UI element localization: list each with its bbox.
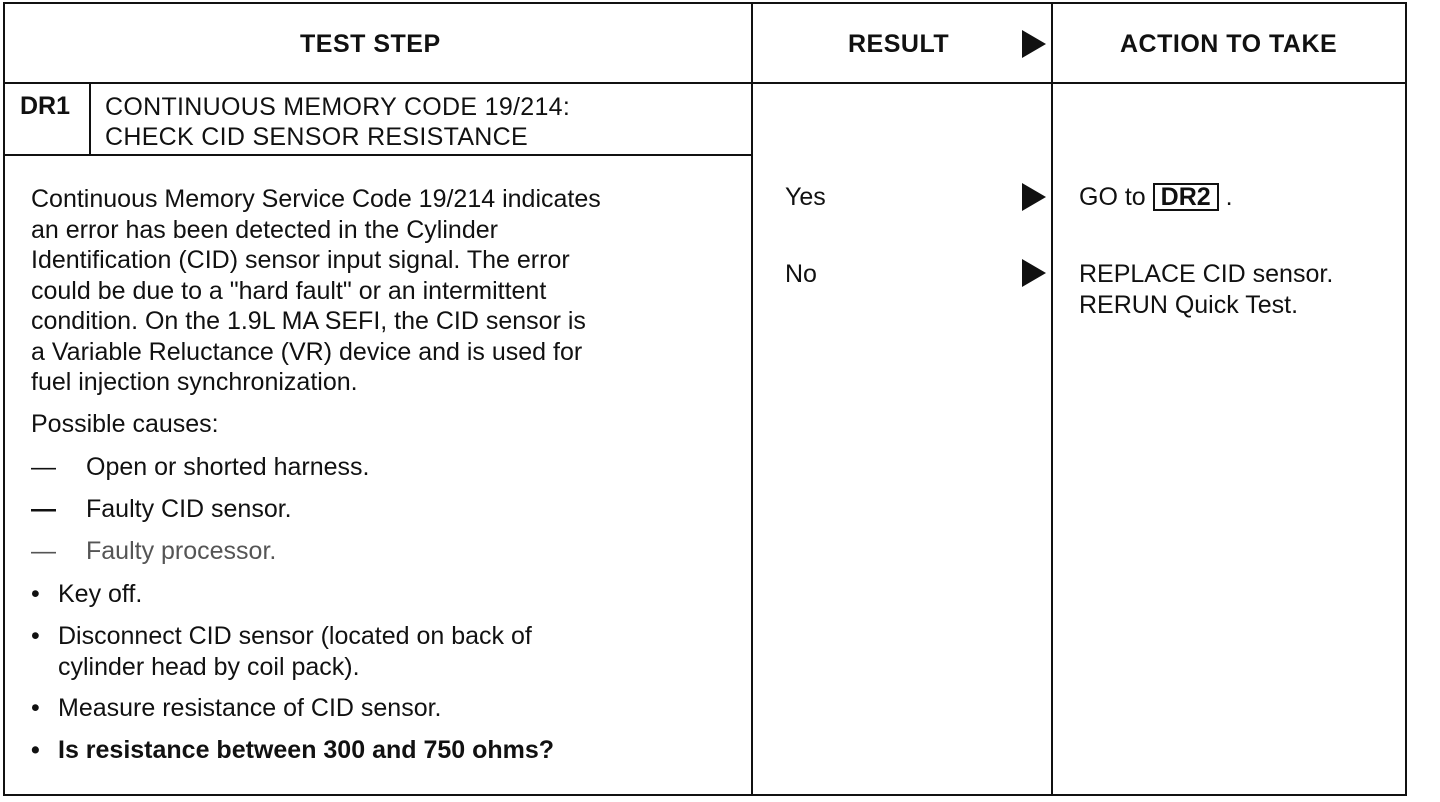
header-divider xyxy=(3,82,1407,84)
result-yes-arrow-icon xyxy=(1022,183,1046,211)
action-no-line-1: REPLACE CID sensor. xyxy=(1079,260,1334,288)
action-yes-prefix: GO to xyxy=(1079,183,1146,211)
description-line: fuel injection synchronization. xyxy=(31,368,358,396)
causes-label: Possible causes: xyxy=(31,410,219,438)
step-id: DR1 xyxy=(20,92,71,120)
step-key-off: Key off. xyxy=(58,580,143,608)
bullet: • xyxy=(31,580,40,608)
step-disconnect xyxy=(58,621,532,682)
step-question: Is resistance between 300 and 750 ohms? xyxy=(58,736,555,764)
action-yes-suffix: . xyxy=(1225,183,1233,211)
col-divider-2 xyxy=(1051,2,1053,796)
bullet: • xyxy=(31,736,40,764)
header-arrow-icon xyxy=(1022,30,1046,58)
cause-dash: — xyxy=(31,453,56,481)
step-disconnect-line-2: cylinder head by coil pack). xyxy=(58,652,360,681)
step-id-divider xyxy=(89,84,91,156)
step-measure: Measure resistance of CID sensor. xyxy=(58,694,442,722)
action-no-line-2: RERUN Quick Test. xyxy=(1079,290,1299,319)
cause-item: Faulty processor. xyxy=(86,537,277,565)
description-line: Identification (CID) sensor input signal. The error xyxy=(31,246,570,274)
bullet: • xyxy=(31,694,40,722)
step-title-line-1: CONTINUOUS MEMORY CODE 19/214: xyxy=(105,93,571,121)
description-line: condition. On the 1.9L MA SEFI, the CID sensor is xyxy=(31,307,586,335)
action-no xyxy=(1079,259,1333,320)
result-no-arrow-icon xyxy=(1022,259,1046,287)
bullet: • xyxy=(31,622,40,650)
description-line: Continuous Memory Service Code 19/214 indicates xyxy=(31,185,601,213)
result-no: No xyxy=(785,260,817,288)
action-yes xyxy=(1079,182,1233,213)
cause-dash: — xyxy=(31,495,56,523)
step-title xyxy=(105,92,570,152)
step-ref-dr2[interactable]: DR2 xyxy=(1153,183,1219,211)
header-action: ACTION TO TAKE xyxy=(1120,30,1338,58)
step-title-line-2: CHECK CID SENSOR RESISTANCE xyxy=(105,123,528,151)
step-title-divider xyxy=(3,154,753,156)
cause-dash: — xyxy=(31,537,56,565)
description-line: an error has been detected in the Cylinder xyxy=(31,215,498,244)
cause-item: Open or shorted harness. xyxy=(86,453,370,481)
description xyxy=(31,184,601,398)
step-disconnect-line-1: Disconnect CID sensor (located on back of xyxy=(58,622,532,650)
header-result: RESULT xyxy=(848,30,950,58)
result-yes: Yes xyxy=(785,183,826,211)
description-line: could be due to a "hard fault" or an intermittent xyxy=(31,276,547,305)
description-line: a Variable Reluctance (VR) device and is used for xyxy=(31,337,583,366)
col-divider-1 xyxy=(751,2,753,796)
cause-item: Faulty CID sensor. xyxy=(86,495,292,523)
header-test-step: TEST STEP xyxy=(300,30,441,58)
